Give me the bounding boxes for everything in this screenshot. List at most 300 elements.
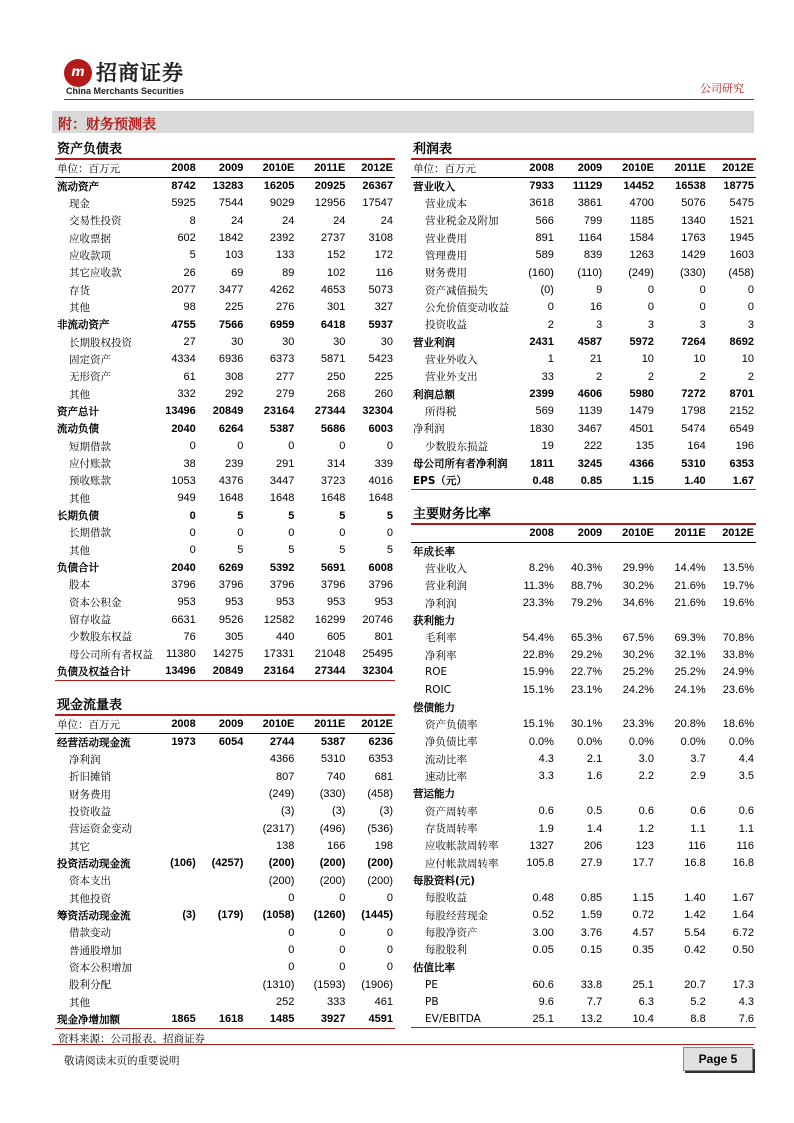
value-cell: 225 <box>374 370 393 383</box>
value-cell: 20849 <box>212 405 244 418</box>
income-statement-title: 利润表 <box>411 142 756 160</box>
table-row <box>55 1011 395 1028</box>
table-row <box>411 993 756 1010</box>
row-label: 营业外收入 <box>425 353 478 366</box>
value-cell: 7.6 <box>708 1011 756 1028</box>
value-cell <box>515 612 556 629</box>
value-cell: (4257) <box>211 857 244 870</box>
row-label: 母公司所有者净利润 <box>413 458 508 471</box>
value-cell: 1973 <box>171 736 196 749</box>
table-row <box>55 403 395 420</box>
value-cell: 19.6% <box>722 597 754 610</box>
value-cell: 1763 <box>681 232 706 245</box>
value-cell: 25.2% <box>674 666 706 679</box>
value-cell: 88.7% <box>570 579 603 592</box>
table-row <box>55 907 395 924</box>
value-cell: 566 <box>535 214 554 227</box>
value-cell: 138 <box>276 840 295 853</box>
value-cell: 25495 <box>362 648 393 661</box>
value-cell: 18775 <box>723 180 754 193</box>
value-cell: 5474 <box>681 422 706 435</box>
value-cell <box>198 768 246 785</box>
value-cell: 33 <box>541 370 554 383</box>
value-cell: 3.3 <box>538 770 554 783</box>
value-cell <box>198 924 246 941</box>
table-row <box>411 976 756 993</box>
table-row <box>55 872 395 889</box>
disclaimer-note: 敬请阅读末页的重要说明 <box>64 1055 180 1067</box>
table-row <box>55 368 395 385</box>
value-cell: 953 <box>374 596 393 609</box>
value-cell: 222 <box>583 440 603 453</box>
row-label: 投资收益 <box>69 805 111 818</box>
table-row <box>55 333 395 350</box>
value-cell: 1340 <box>681 214 706 227</box>
value-cell: 32.1% <box>674 649 706 662</box>
value-cell: 0 <box>386 892 393 905</box>
row-label: 股利分配 <box>69 979 111 992</box>
value-cell: 1.59 <box>580 909 603 922</box>
value-cell: 11380 <box>166 648 196 661</box>
table-row <box>411 542 756 559</box>
value-cell: 0 <box>386 440 393 453</box>
row-label: 年成长率 <box>413 545 455 558</box>
value-cell: 5076 <box>681 197 706 210</box>
value-cell <box>157 924 198 941</box>
table-row <box>55 490 395 507</box>
value-cell: 6959 <box>269 318 295 331</box>
unit-label: 单位：百万元 <box>55 716 157 733</box>
value-cell: 1584 <box>629 232 654 245</box>
year-header: 2010E <box>604 160 656 177</box>
financial-ratios-title: 主要财务比率 <box>411 507 756 525</box>
value-cell: 0 <box>288 926 295 939</box>
value-cell: (200) <box>268 874 295 887</box>
value-cell: 0 <box>339 440 346 453</box>
row-label: 预收账款 <box>69 475 111 488</box>
value-cell: 10 <box>693 353 706 366</box>
value-cell: 69 <box>231 266 244 279</box>
value-cell: 6269 <box>218 561 244 574</box>
value-cell: 5 <box>288 509 295 522</box>
value-cell: 98 <box>183 301 196 314</box>
value-cell: 0.85 <box>556 472 604 489</box>
value-cell <box>515 872 556 889</box>
section-title: 附：财务预测表 <box>58 117 156 133</box>
value-cell: 11129 <box>572 180 603 193</box>
value-cell: 239 <box>225 457 244 470</box>
value-cell <box>157 872 198 889</box>
row-label: 营运能力 <box>413 788 455 801</box>
value-cell: 2392 <box>269 232 295 245</box>
row-label: 每股收益 <box>425 892 467 905</box>
row-label: 其他 <box>69 388 90 401</box>
table-row <box>411 299 756 316</box>
value-cell <box>515 698 556 715</box>
value-cell: 2 <box>747 370 754 383</box>
value-cell: 2431 <box>529 336 554 349</box>
table-row <box>55 299 395 316</box>
value-cell: 3796 <box>269 578 295 591</box>
row-label: 营业外支出 <box>425 371 478 384</box>
value-cell: 839 <box>583 249 603 262</box>
row-label: 交易性投资 <box>69 215 122 228</box>
value-cell <box>515 542 556 559</box>
table-row <box>55 803 395 820</box>
value-cell: 27.9 <box>580 857 603 870</box>
value-cell: 0.05 <box>532 943 554 956</box>
table-row <box>411 351 756 368</box>
table-row <box>55 924 395 941</box>
row-label: 其它 <box>69 840 90 853</box>
value-cell <box>708 542 756 559</box>
table-row <box>55 264 395 281</box>
value-cell: 0 <box>288 944 295 957</box>
year-header: 2008 <box>157 160 198 177</box>
value-cell: 23164 <box>245 663 296 680</box>
value-cell: 3 <box>647 318 654 331</box>
row-label: 所得税 <box>425 405 457 418</box>
row-label: 其他 <box>69 492 90 505</box>
table-row <box>411 560 756 577</box>
value-cell: 21048 <box>314 648 346 661</box>
value-cell: 3927 <box>296 1011 347 1028</box>
value-cell: 23.3% <box>522 597 554 610</box>
year-header: 2012E <box>347 160 395 177</box>
table-row <box>55 611 395 628</box>
value-cell: 16.8 <box>732 857 754 870</box>
table-row <box>55 941 395 958</box>
value-cell <box>157 889 198 906</box>
row-label: 每股净资产 <box>425 927 478 940</box>
value-cell: 1603 <box>729 249 754 262</box>
value-cell: 13.2 <box>556 1011 604 1028</box>
value-cell <box>515 785 556 802</box>
value-cell: 5925 <box>171 197 196 210</box>
row-label: 净利润 <box>413 423 445 436</box>
value-cell: 0.48 <box>532 891 554 904</box>
value-cell <box>198 837 246 854</box>
table-row <box>411 403 756 420</box>
value-cell: 16538 <box>675 180 706 193</box>
table-row <box>411 698 756 715</box>
value-cell <box>556 698 604 715</box>
value-cell: 6631 <box>171 613 196 626</box>
table-row <box>55 576 395 593</box>
value-cell: 32304 <box>347 663 395 680</box>
value-cell: 198 <box>374 840 393 853</box>
value-cell: 0 <box>747 301 754 314</box>
table-row <box>411 195 756 212</box>
value-cell: 0 <box>288 961 295 974</box>
value-cell: 14275 <box>212 648 244 661</box>
value-cell: 314 <box>327 457 346 470</box>
value-cell <box>556 959 604 976</box>
value-cell: 1618 <box>198 1011 246 1028</box>
value-cell: 4.57 <box>632 926 654 939</box>
table-row <box>411 472 756 489</box>
row-label: 管理费用 <box>425 249 467 262</box>
year-header: 2010E <box>245 160 296 177</box>
value-cell <box>198 820 246 837</box>
row-label: 利润总额 <box>413 388 455 401</box>
value-cell <box>157 837 198 854</box>
table-row <box>55 438 395 455</box>
row-label: 投资收益 <box>425 319 467 332</box>
value-cell: 40.3% <box>570 562 603 575</box>
unit-label: 单位：百万元 <box>55 160 157 177</box>
table-row <box>411 733 756 750</box>
table-row <box>55 768 395 785</box>
row-label: 应收票据 <box>69 232 111 245</box>
value-cell: 4653 <box>320 284 346 297</box>
value-cell: 76 <box>183 630 196 643</box>
table-row <box>55 559 395 576</box>
value-cell <box>157 768 198 785</box>
value-cell: 1648 <box>218 492 244 505</box>
value-cell: (200) <box>367 874 393 887</box>
value-cell: 14452 <box>623 180 654 193</box>
value-cell: 327 <box>374 301 393 314</box>
year-header: 2009 <box>556 160 604 177</box>
value-cell: 1.67 <box>708 472 756 489</box>
value-cell: 4.3 <box>738 995 754 1008</box>
value-cell: 4016 <box>368 474 393 487</box>
value-cell: 291 <box>276 457 295 470</box>
value-cell: 3245 <box>577 457 603 470</box>
value-cell: 0.6 <box>638 805 654 818</box>
value-cell: 3.7 <box>690 753 706 766</box>
table-row <box>411 612 756 629</box>
row-label: PB <box>425 995 439 1008</box>
value-cell: 27344 <box>314 405 346 418</box>
value-cell: 4591 <box>347 1011 395 1028</box>
row-label: 资产周转率 <box>425 805 478 818</box>
value-cell: 24.2% <box>622 683 654 696</box>
value-cell: 953 <box>327 596 346 609</box>
value-cell: (458) <box>728 266 754 279</box>
value-cell: 0 <box>699 301 706 314</box>
value-cell: 26 <box>183 266 196 279</box>
section-banner <box>52 111 754 133</box>
value-cell: 5 <box>339 544 346 557</box>
value-cell: 14.4% <box>674 562 706 575</box>
table-row <box>55 889 395 906</box>
value-cell: 13496 <box>165 405 196 418</box>
value-cell: 1648 <box>320 492 346 505</box>
value-cell: (330) <box>319 788 346 801</box>
value-cell: 2399 <box>529 388 554 401</box>
year-header: 2011E <box>656 160 708 177</box>
value-cell: (110) <box>577 266 603 279</box>
value-cell: 589 <box>535 249 554 262</box>
value-cell: 0.5 <box>586 805 603 818</box>
value-cell: 30.2% <box>622 649 654 662</box>
value-cell: 4.4 <box>738 753 754 766</box>
value-cell: 32304 <box>362 405 393 418</box>
table-row <box>55 628 395 645</box>
table-row <box>411 212 756 229</box>
value-cell: 22.8% <box>522 649 554 662</box>
value-cell: 11.3% <box>523 579 554 592</box>
value-cell: 10.4 <box>604 1011 656 1028</box>
value-cell: 1.40 <box>656 472 708 489</box>
value-cell: 30 <box>380 336 393 349</box>
value-cell: 0.0% <box>528 735 554 748</box>
value-cell: 1.15 <box>604 472 656 489</box>
value-cell: 1.2 <box>638 822 654 835</box>
value-cell: 953 <box>276 596 295 609</box>
value-cell: (249) <box>268 788 295 801</box>
value-cell: 13283 <box>212 180 244 193</box>
table-row <box>55 542 395 559</box>
value-cell: 1945 <box>729 232 754 245</box>
value-cell: 24 <box>380 214 393 227</box>
value-cell: 23.1% <box>570 683 603 696</box>
table-row <box>411 907 756 924</box>
row-label: 应付帐款周转率 <box>425 857 499 870</box>
year-header: 2008 <box>515 160 556 177</box>
footer-rule <box>52 1044 754 1045</box>
value-cell: 21.6% <box>674 579 706 592</box>
table-row <box>411 750 756 767</box>
value-cell: 206 <box>583 839 603 852</box>
value-cell: 133 <box>276 249 295 262</box>
table-row <box>411 594 756 611</box>
row-label: 其他 <box>69 996 90 1009</box>
value-cell: 67.5% <box>622 631 654 644</box>
table-row <box>411 1011 756 1028</box>
value-cell: 8 <box>189 214 196 227</box>
row-label: 母公司所有者权益 <box>69 648 153 661</box>
value-cell: 0.0% <box>728 735 754 748</box>
table-row <box>411 385 756 402</box>
value-cell <box>157 785 198 802</box>
row-label: 净利润 <box>69 753 101 766</box>
value-cell: 0.72 <box>632 909 654 922</box>
value-cell: 0.0% <box>628 735 654 748</box>
value-cell <box>157 751 198 768</box>
value-cell: 0 <box>339 961 346 974</box>
value-cell: 1164 <box>578 232 603 245</box>
row-label: 流动资产 <box>57 180 99 193</box>
value-cell: (179) <box>217 909 244 922</box>
table-row <box>55 507 395 524</box>
value-cell: 1.40 <box>684 891 706 904</box>
value-cell: 569 <box>535 405 554 418</box>
value-cell: 10 <box>641 353 654 366</box>
value-cell: (106) <box>170 857 196 870</box>
value-cell: 0 <box>339 526 346 539</box>
year-header: 2008 <box>157 716 198 733</box>
value-cell: 0.52 <box>532 909 554 922</box>
row-label: 偿债能力 <box>413 701 455 714</box>
value-cell: 26367 <box>362 180 393 193</box>
value-cell: 24 <box>282 214 295 227</box>
value-cell: 1185 <box>630 214 654 227</box>
value-cell: 1.15 <box>632 891 654 904</box>
value-cell: 260 <box>374 388 393 401</box>
row-label: 固定资产 <box>69 353 111 366</box>
value-cell <box>198 785 246 802</box>
value-cell: 5387 <box>269 422 295 435</box>
row-label: 资产总计 <box>57 405 99 418</box>
value-cell: 9029 <box>269 197 295 210</box>
value-cell: (1260) <box>313 909 346 922</box>
value-cell: 1830 <box>529 422 554 435</box>
value-cell: 681 <box>374 770 393 783</box>
value-cell: 799 <box>583 214 603 227</box>
value-cell: 10 <box>741 353 754 366</box>
table-row <box>411 924 756 941</box>
value-cell: 24.9% <box>722 666 754 679</box>
row-label: 资产减值损失 <box>425 284 488 297</box>
value-cell: 1.42 <box>684 909 706 922</box>
row-label: 估值比率 <box>413 961 455 974</box>
value-cell: 4366 <box>269 753 295 766</box>
value-cell: 1811 <box>530 457 554 470</box>
year-header: 2011E <box>296 716 347 733</box>
value-cell: 5937 <box>368 318 393 331</box>
value-cell: 3723 <box>320 474 346 487</box>
value-cell: 7264 <box>681 336 706 349</box>
value-cell: 5980 <box>629 388 654 401</box>
value-cell: 5310 <box>681 457 706 470</box>
value-cell: 7272 <box>681 388 706 401</box>
table-row <box>411 455 756 472</box>
value-cell: 196 <box>735 440 754 453</box>
value-cell: 953 <box>225 596 244 609</box>
row-label: 负债及权益合计 <box>55 663 157 680</box>
value-cell: 1.67 <box>732 891 754 904</box>
value-cell: 6054 <box>218 736 244 749</box>
value-cell: 4501 <box>629 422 654 435</box>
value-cell: 105.8 <box>526 857 554 870</box>
document-type: 公司研究 <box>700 82 744 95</box>
value-cell: 15.1% <box>522 718 554 731</box>
value-cell: 29.2% <box>570 649 603 662</box>
value-cell <box>198 889 246 906</box>
row-label: 留存收益 <box>69 614 111 627</box>
row-label: 其他 <box>69 544 90 557</box>
table-row <box>411 438 756 455</box>
table-row <box>411 837 756 854</box>
table-row <box>55 820 395 837</box>
value-cell: 2.9 <box>690 770 706 783</box>
value-cell: 1479 <box>629 405 654 418</box>
value-cell: 0 <box>189 509 196 522</box>
value-cell: 3447 <box>269 474 295 487</box>
table-row <box>411 889 756 906</box>
value-cell <box>198 751 246 768</box>
value-cell: 0 <box>189 526 196 539</box>
value-cell: 16205 <box>263 180 295 193</box>
value-cell: 65.3% <box>570 631 603 644</box>
year-header: 2010E <box>604 525 656 542</box>
value-cell: 0 <box>386 944 393 957</box>
table-row <box>55 959 395 976</box>
value-cell: 6373 <box>269 353 295 366</box>
value-cell: 1865 <box>157 1011 198 1028</box>
value-cell: 19.7% <box>722 579 754 592</box>
value-cell: 1053 <box>171 474 196 487</box>
table-row <box>411 229 756 246</box>
value-cell: 7544 <box>218 197 244 210</box>
value-cell: 1485 <box>245 1011 296 1028</box>
value-cell: 3.00 <box>532 926 554 939</box>
cash-flow-title: 现金流量表 <box>55 698 395 716</box>
income-statement-grid <box>411 160 756 490</box>
